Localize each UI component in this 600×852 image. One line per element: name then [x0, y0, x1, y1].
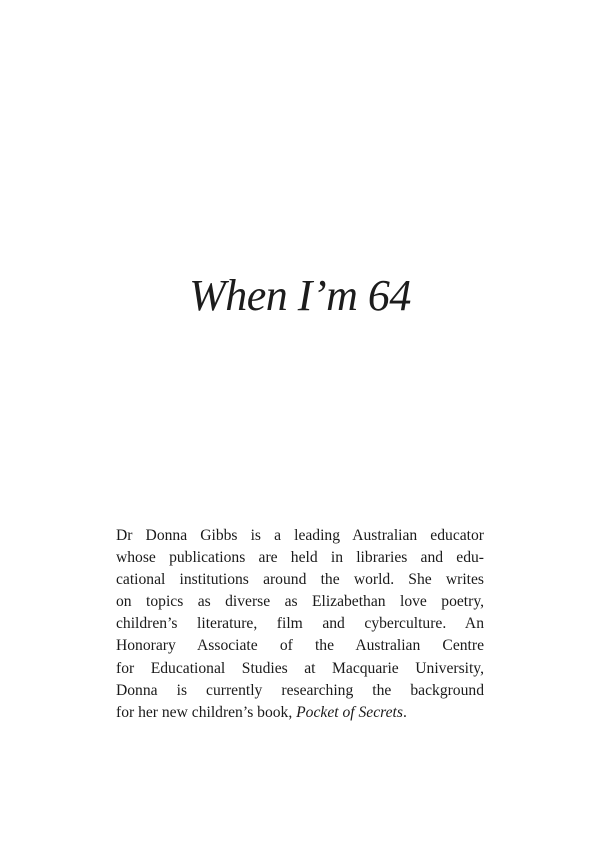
bio-last-prefix: for her new children’s book, — [116, 703, 297, 721]
bio-line: on topics as diverse as Elizabethan love poetry, — [116, 593, 484, 611]
bio-last-suffix: . — [402, 703, 407, 721]
book-title: When I’m 64 — [189, 271, 411, 320]
author-bio — [116, 525, 484, 724]
bio-line-last — [116, 702, 484, 724]
bio-book-title: Pocket of Secrets — [296, 703, 403, 721]
bio-line: Donna is currently researching the background — [116, 681, 484, 699]
bio-line: for Educational Studies at Macquarie University, — [116, 659, 484, 677]
bio-line: Honorary Associate of the Australian Centre — [116, 637, 484, 655]
bio-line: children’s literature, film and cyberculture. An — [116, 615, 484, 633]
bio-line: whose publications are held in libraries and edu- — [116, 549, 484, 567]
bio-line: cational institutions around the world. She writes — [116, 571, 484, 589]
bio-line: Dr Donna Gibbs is a leading Australian educator — [116, 527, 484, 544]
